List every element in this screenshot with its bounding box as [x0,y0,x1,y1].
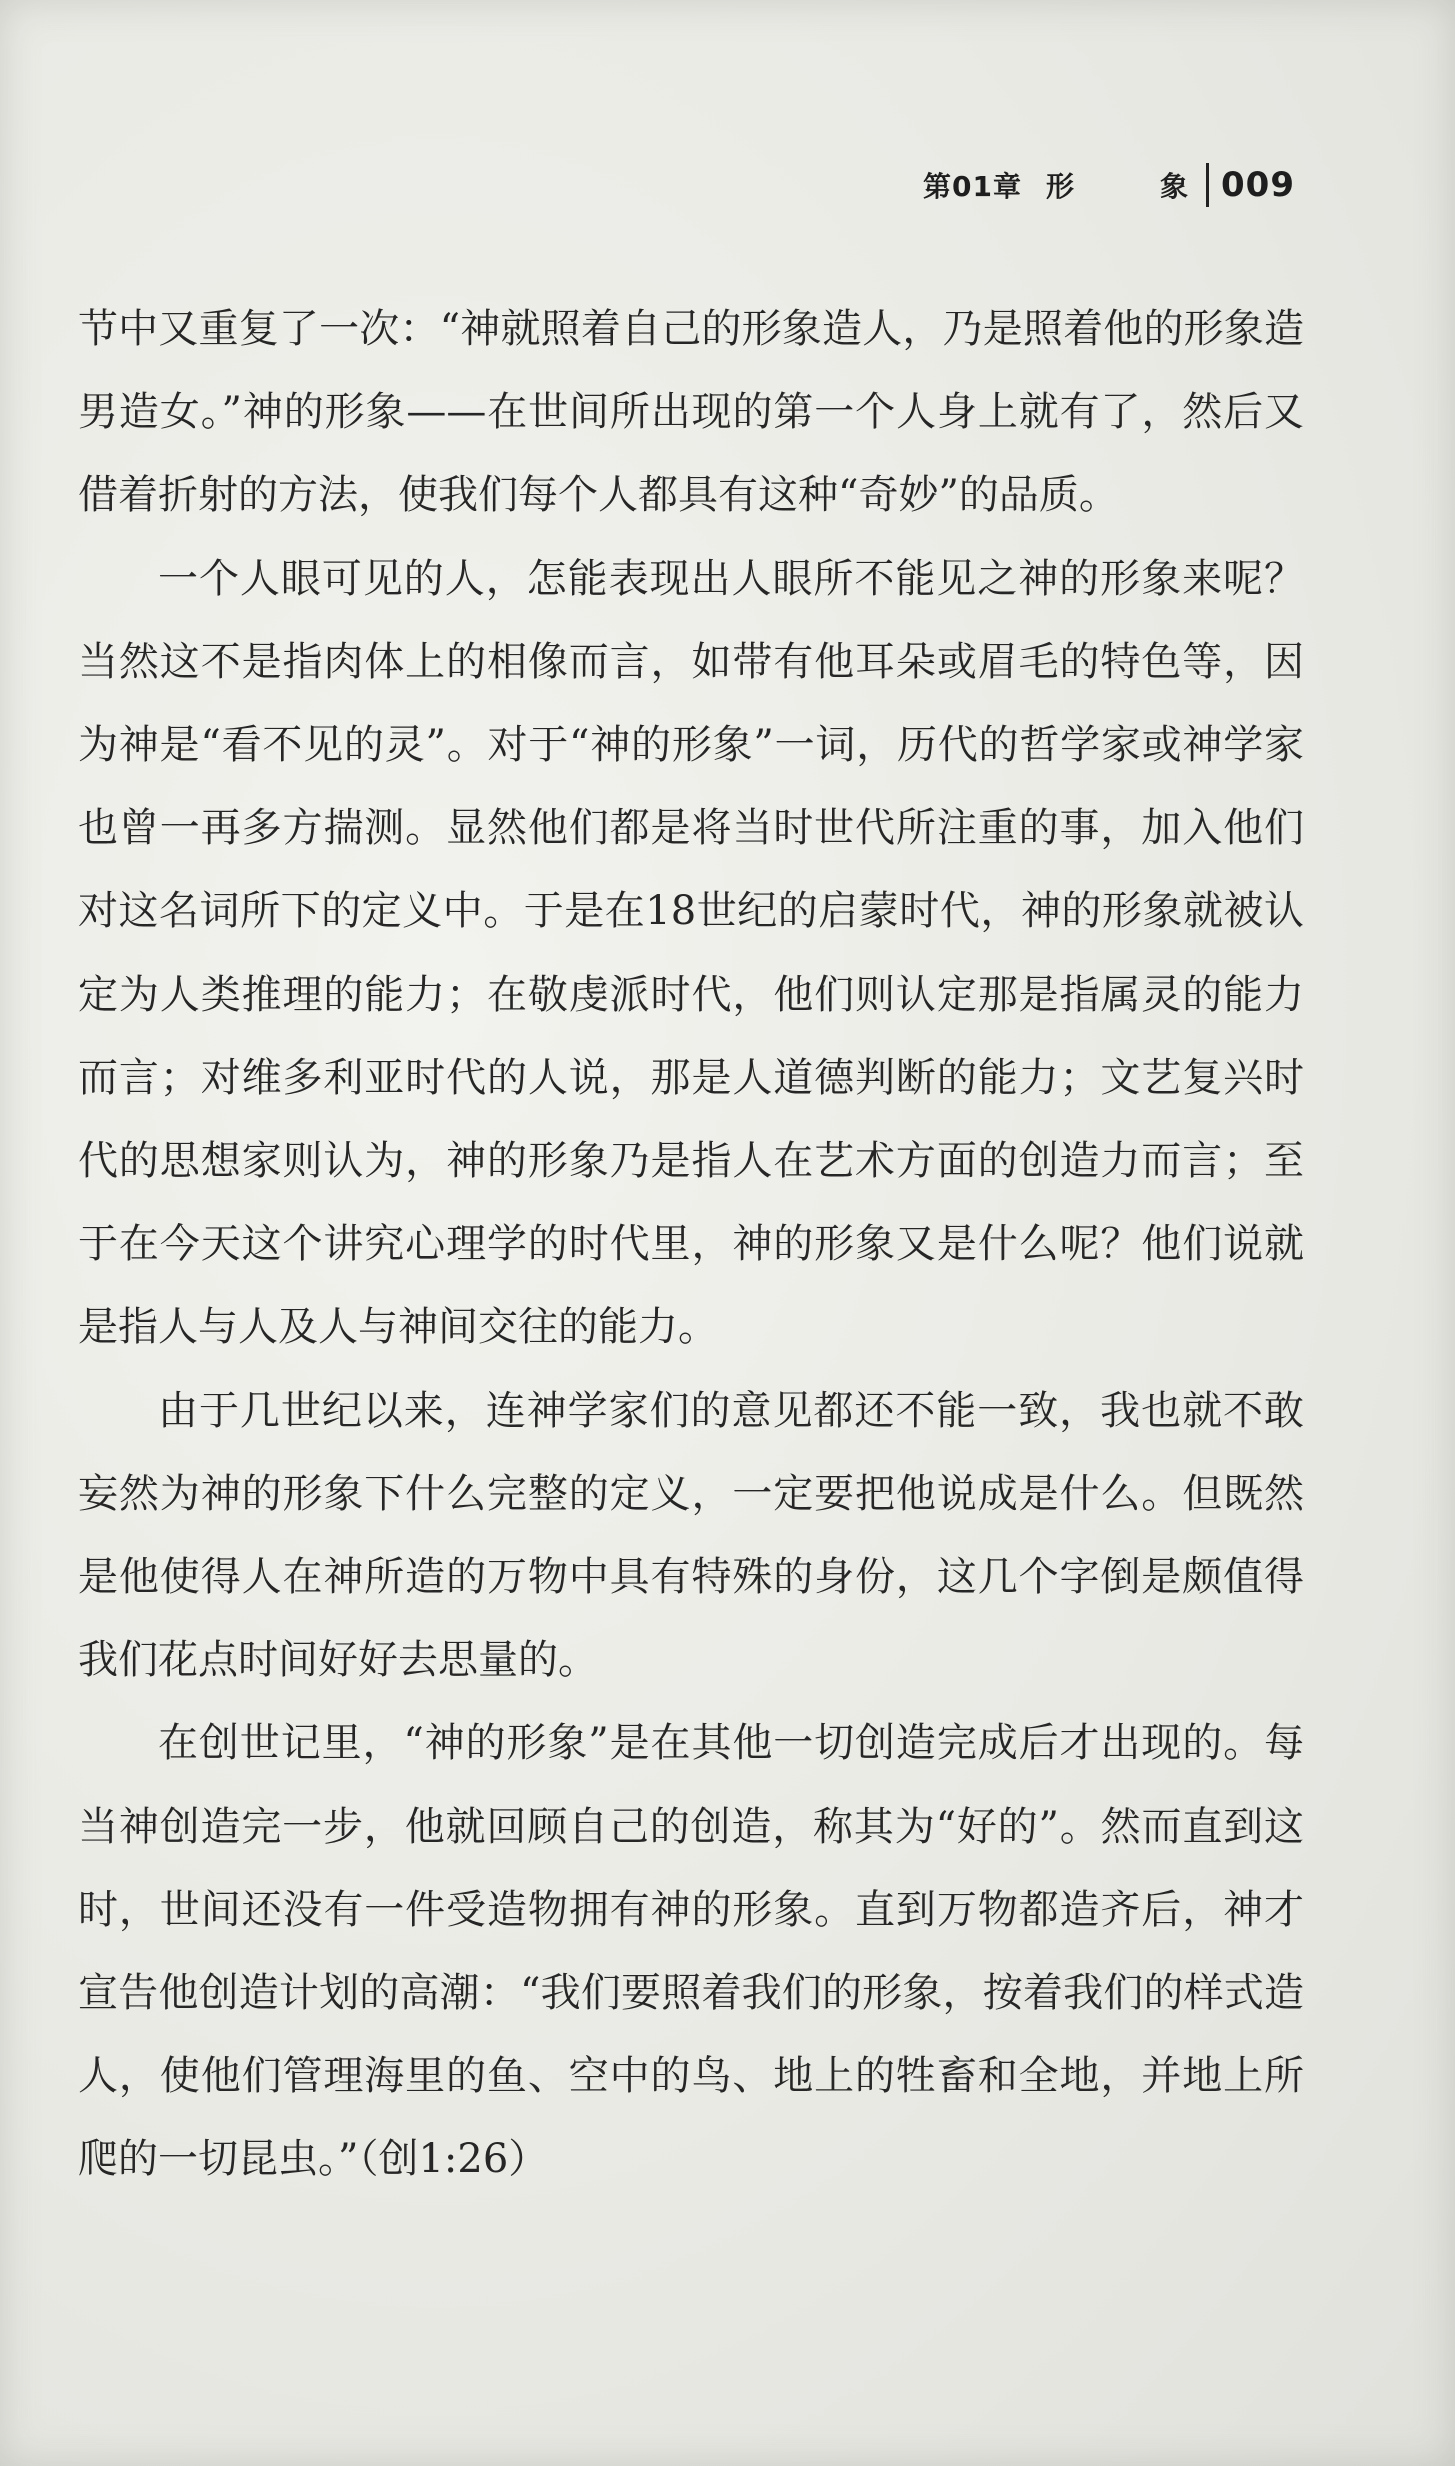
paragraph-2: 一个人眼可见的人，怎能表现出人眼所不能见之神的形象来呢？当然这不是指肉体上的相像而言，如带有他耳朵或眉毛的特色等，因为神是“看不见的灵”。对于“神的形象”一词，历代的哲学家或神学家也曾一再多方揣测。显然他们都是将当时世代所注重的事，加入他们对这名词所下的定义中。于是在18世纪的启蒙时代，神的形象就被认定为人类推理的能力；在敬虔派时代，他们则认定那是指属灵的能力而言；对维多利亚时代的人说，那是人道德判断的能力；文艺复兴时代的思想家则认为，神的形象乃是指人在艺术方面的创造力而言；至于在今天这个讲究心理学的时代里，神的形象又是什么呢？他们说就是指人与人及人与神间交往的能力。 [78,555,1304,1351]
chapter-title-char-1: 形 [1045,170,1074,203]
paragraph-4: 在创世记里，“神的形象”是在其他一切创造完成后才出现的。每当神创造完一步，他就回顾自己的创造，称其为“好的”。然而直到这时，世间还没有一件受造物拥有神的形象。直到万物都造齐后，神才宣告他创造计划的高潮：“我们要照着我们的形象，按着我们的样式造人，使他们管理海里的鱼、空中的鸟、地上的牲畜和全地，并地上所爬的一切昆虫。”（创1:26） [78,1720,1304,2183]
paragraph-3: 由于几世纪以来，连神学家们的意见都还不能一致，我也就不敢妄然为神的形象下什么完整的定义，一定要把他说成是什么。但既然是他使得人在神所造的万物中具有特殊的身份，这几个字倒是颇值得我们花点时间好好去思量的。 [78,1387,1304,1684]
page-number: 009 [1221,165,1295,205]
running-head [923,160,1295,210]
chapter-title-char-2: 象 [1160,170,1189,203]
chapter-label: 第01章 [923,170,1022,203]
header-divider [1206,163,1209,207]
body-text [78,288,1304,2202]
paragraph-1: 节中又重复了一次：“神就照着自己的形象造人，乃是照着他的形象造男造女。”神的形象——在世间所出现的第一个人身上就有了，然后又借着折射的方法，使我们每个人都具有这种“奇妙”的品质。 [78,306,1304,519]
